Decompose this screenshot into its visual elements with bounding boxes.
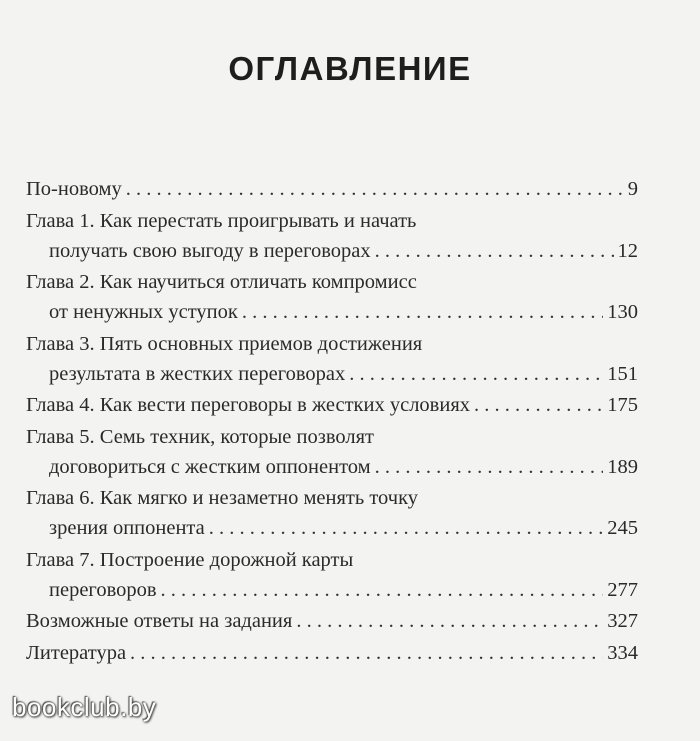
- toc-entry-title: Глава 5. Семь техник, которые позволят: [26, 425, 374, 448]
- toc-entry-title: Глава 3. Пять основных приемов достижения: [26, 332, 423, 355]
- dot-leader: [349, 359, 603, 389]
- toc-entry: [26, 390, 638, 420]
- toc-entry: [26, 606, 638, 636]
- toc-entry-title: Литература: [26, 641, 127, 664]
- toc-page-number: 175: [607, 394, 638, 416]
- dot-leader: [126, 174, 624, 204]
- toc-page-number: 130: [607, 301, 638, 323]
- dot-leader: [375, 236, 614, 266]
- toc-entry-title-cont: зрения оппонента: [49, 517, 205, 539]
- toc-entry: [26, 206, 638, 266]
- dot-leader: [242, 297, 603, 327]
- toc-entry: [26, 329, 638, 389]
- toc-entry-title-cont: от ненужных уступок: [49, 301, 238, 323]
- page-title: ОГЛАВЛЕНИЕ: [228, 50, 472, 87]
- dot-leader: [375, 452, 604, 482]
- toc-entry: [26, 174, 638, 204]
- toc-page-number: 334: [607, 641, 638, 664]
- toc-page-number: 189: [607, 455, 638, 478]
- dot-leader: [296, 606, 603, 636]
- dot-leader: [474, 390, 603, 420]
- toc-entry-title: Глава 6. Как мягко и незаметно менять точку: [26, 487, 418, 509]
- toc-entry: [26, 422, 638, 482]
- toc-entry-title: По-новому: [26, 178, 122, 200]
- toc-page-number: 245: [607, 517, 638, 539]
- toc-entry-title: Возможные ответы на задания: [26, 610, 293, 632]
- toc-entry-title: Глава 1. Как перестать проигрывать и начать: [26, 209, 417, 232]
- watermark: bookclub.by: [12, 692, 157, 722]
- toc-entry-title-cont: результата в жестких переговорах: [49, 362, 346, 385]
- dot-leader: [209, 513, 604, 543]
- toc-entry: [26, 545, 638, 605]
- toc-entry-title-cont: договориться с жестким оппонентом: [49, 455, 371, 478]
- toc-entry-title: Глава 4. Как вести переговоры в жестких условиях: [26, 394, 471, 416]
- toc-page-number: 277: [607, 578, 638, 601]
- toc-entry-title-cont: переговоров: [49, 578, 157, 601]
- toc-entry-title-cont: получать свою выгоду в переговорах: [49, 239, 371, 262]
- dot-leader: [130, 638, 603, 668]
- toc-entry: [26, 638, 638, 668]
- toc-page-number: 12: [617, 239, 638, 262]
- toc-page-number: 327: [607, 610, 638, 632]
- toc-page-number: 151: [607, 362, 638, 385]
- toc-entry: [26, 483, 638, 543]
- toc-page-number: 9: [627, 178, 638, 200]
- toc-entry: [26, 267, 638, 327]
- toc-entry-title: Глава 7. Построение дорожной карты: [26, 548, 354, 571]
- dot-leader: [161, 575, 604, 605]
- table-of-contents: [26, 174, 638, 669]
- toc-entry-title: Глава 2. Как научиться отличать компромисс: [26, 271, 417, 293]
